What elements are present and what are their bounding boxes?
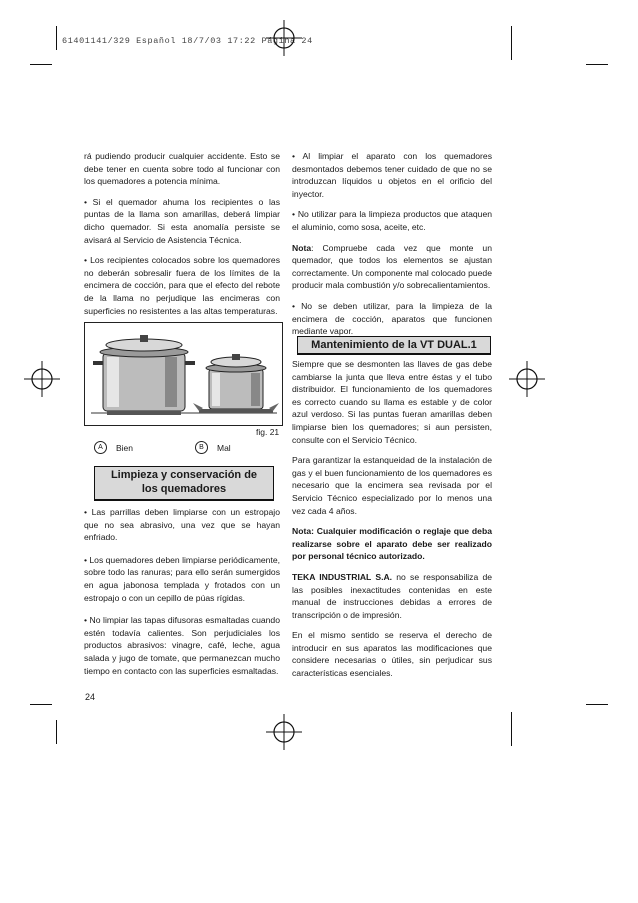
crop-mark: [56, 26, 57, 50]
legend-bad: [195, 441, 231, 454]
note-label: Nota: [292, 242, 312, 253]
section-heading-maintenance: Mantenimiento de la VT DUAL.1: [297, 336, 491, 355]
paragraph: • No utilizar para la limpieza productos que ataquen el aluminio, como sosa, aceite, etc.: [292, 209, 492, 232]
crop-mark: [56, 720, 57, 744]
right-column-text: [292, 150, 492, 346]
paragraph: • No se deben utilizar, para la limpieza de la encimera de cocción, aparatos que funcionen mediante vapor.: [292, 300, 492, 337]
disclaimer-text: no se responsabiliza de las posibles inexactitudes contenidas en este manual de instrucciones debidas a errores de transcripción o de impresión.: [292, 571, 492, 620]
paragraph: En el mismo sentido se reserva el derecho de introducir en sus aparatos las modificaciones que considere necesarias o útiles, sin perjudicar sus características esenciales.: [292, 630, 492, 679]
crop-mark: [511, 712, 512, 746]
cleaning-text: [84, 506, 280, 685]
heading-line: los quemadores: [141, 483, 227, 495]
heading-line: Limpieza y conservación de: [110, 469, 258, 481]
disclaimer-paragraph: [292, 571, 492, 621]
section-heading-cleaning: [94, 466, 274, 501]
paragraph: • Al limpiar el aparato con los quemadores desmontados debemos tener cuidado de que no se introduzcan líquidos u objetos en el orificio del inyector.: [292, 151, 492, 199]
crop-mark: [586, 64, 608, 65]
label-b-text: Mal: [217, 442, 231, 453]
paragraph: • No limpiar las tapas difusoras esmaltadas cuando estén todavía calientes. Son perjudiciales los productos abrasivos: vinagre, café, leche, agua salada y jugo de tomate, que permanezcan mucho tiempo en contacto con las superficies esmaltadas.: [84, 615, 280, 676]
paragraph: • Los quemadores deben limpiarse periódicamente, sobre todo las ranuras; para ello serán sumergidos en agua jabonosa templada y frotados con un estropajo o con un cepillo de púas rígidas.: [84, 554, 281, 603]
label-a-marker: A: [94, 441, 107, 454]
cooking-pots-icon: [85, 323, 282, 425]
left-column-text: [84, 150, 280, 325]
pots-illustration: [84, 322, 283, 426]
company-name: TEKA INDUSTRIAL S.A.: [292, 571, 393, 582]
paragraph: • Los recipientes colocados sobre los quemadores no deberán sobresalir fuera de los límites de la encimera de cocción, para que el efecto del rebote de la llama no perjudique las encimeras con superficies no resistentes a las altas temperaturas.: [84, 255, 280, 316]
page-number: 24: [85, 692, 96, 702]
registration-mark-icon: [509, 361, 545, 397]
crop-mark: [511, 26, 512, 60]
paragraph: • Si el quemador ahuma los recipientes o las puntas de la llama son amarillas, deberá limpiar dicho quemador. Si esta anomalía persiste se avisará al Servicio de Asistencia Técnica.: [84, 196, 280, 245]
registration-mark-icon: [24, 361, 60, 397]
legend-good: [94, 441, 133, 454]
label-a-text: Bien: [116, 442, 134, 453]
registration-mark-icon: [266, 714, 302, 750]
bold-note: Nota: Cualquier modificación o reglaje que deba realizarse sobre el aparato debe ser realizado por personal técnico autorizado.: [292, 526, 492, 562]
paragraph: Para garantizar la estanqueidad de la instalación de gas y el buen funcionamiento de los quemadores es necesario que la encimera sea revisada por el Servicio Técnico especializado por lo menos una vez cada 4 años.: [292, 455, 492, 516]
note-paragraph: [292, 242, 492, 292]
paragraph: • Las parrillas deben limpiarse con un estropajo que no sea abrasivo, una vez que se hayan enfriado.: [84, 507, 280, 543]
print-slug: 61401141/329 Español 18/7/03 17:22 Página 24: [62, 36, 313, 46]
crop-mark: [30, 64, 52, 65]
maintenance-text: [292, 358, 492, 688]
figure-caption: fig. 21: [256, 427, 280, 437]
registration-mark-icon: [266, 20, 302, 56]
note-text: : Compruebe cada vez que monte un quemador, que todos los elementos se ajustan correctamente. Un componente mal colocado puede producir mala combustión y/o sobrecalientamientos.: [292, 242, 492, 291]
label-b-marker: B: [195, 441, 208, 454]
paragraph: Siempre que se desmonten las llaves de gas debe cambiarse la junta que lleva entre éstas y el tubo distribuidor. El funcionamiento de los quemadores es correcto cuando su llama es estable y de color azul verdoso. Si las puntas fueran amarillas deben limpiarse bien los quemadores; si aun persisten, consulte con el Servicio Técnico.: [292, 359, 492, 445]
crop-mark: [30, 704, 52, 705]
paragraph: rá pudiendo producir cualquier accidente. Esto se debe tener en cuenta sobre todo al funcionar con los quemadores a potencia mínima.: [84, 151, 280, 187]
crop-mark: [586, 704, 608, 705]
